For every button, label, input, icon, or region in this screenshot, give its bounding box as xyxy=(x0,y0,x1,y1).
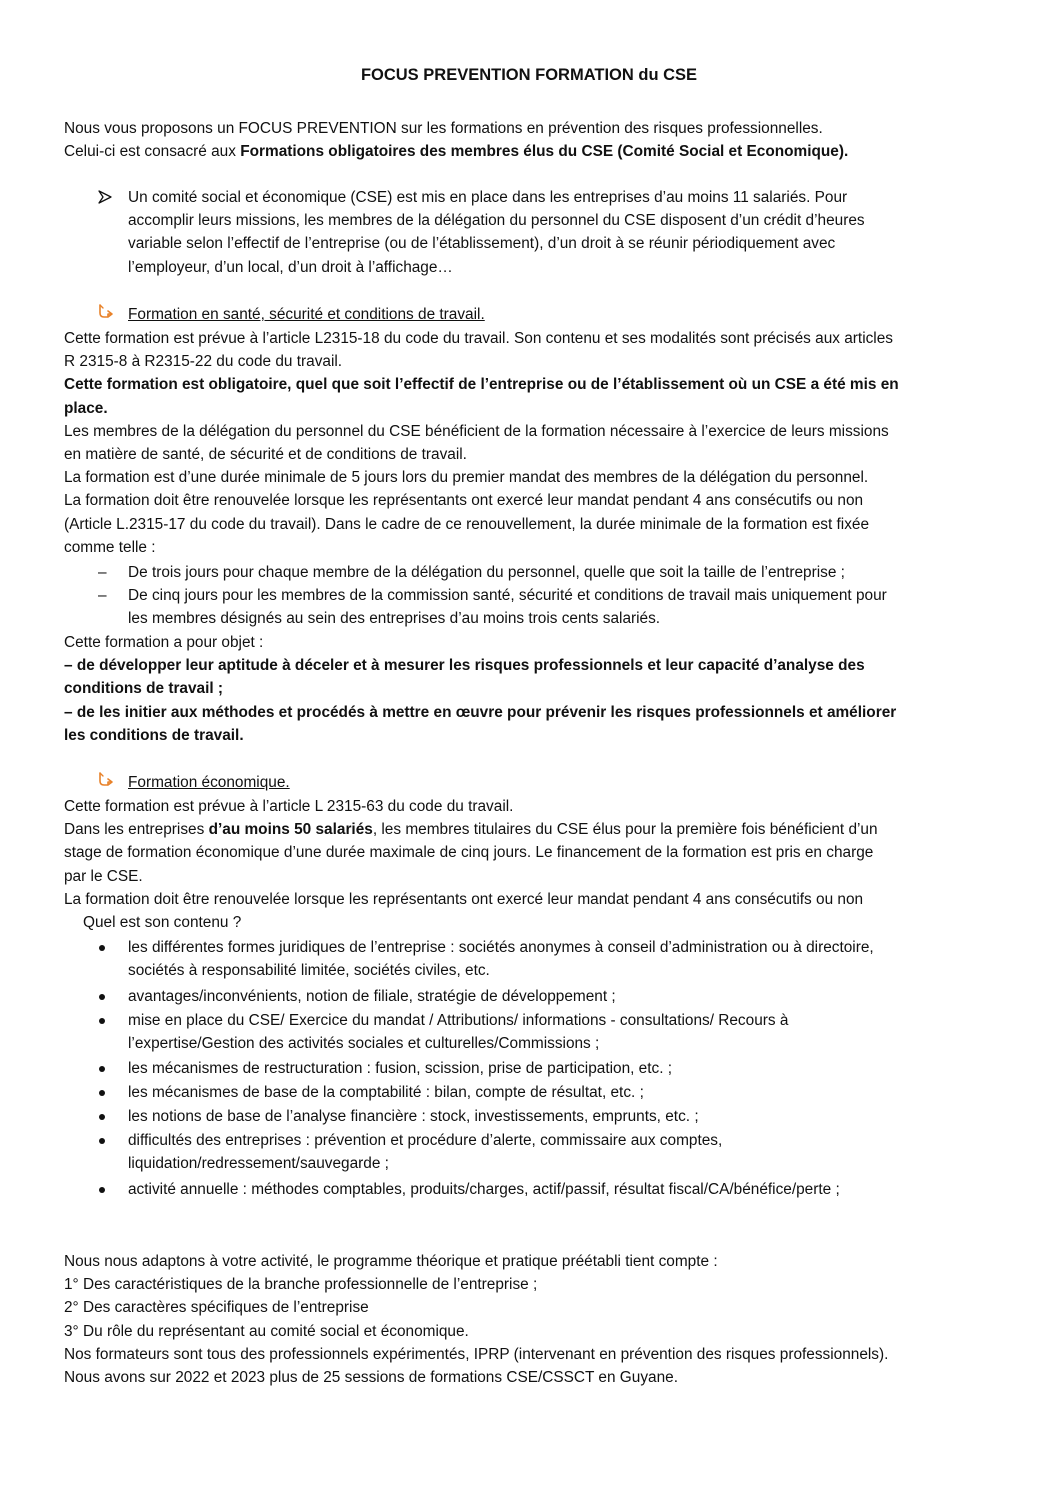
round-bullet-icon xyxy=(99,1090,105,1096)
round-bullet-icon xyxy=(99,1114,105,1120)
dash-bullet: – xyxy=(98,564,107,581)
intro-bold: Formations obligatoires des membres élus du CSE (Comité Social et Economique). xyxy=(240,143,849,161)
section-eco-body: Cette formation est prévue à l’article L 2315-63 du code du travail. Dans les entreprises d’au moins 50 salariés, les membres titulaires du CSE élus pour la première fois bénéficient d’un stage de formation économique d’une durée maximale de cinq jours. Le financement de la formation est pris en charge par le CSE. La formation doit être renouvelée lorsque les représentants ont exercé leur mandat pendant 4 ans consécutifs ou non Quel est son contenu ? xyxy=(64,795,994,934)
section-sante-objet: Cette formation a pour objet : – de développer leur aptitude à déceler et à mesurer les risques professionnels et leur capacité d’analyse des conditions de travail ; – de les initier aux méthodes et procédés à mettre en œuvre pour prévenir les risques professionnels et améliorer les conditions de travail. xyxy=(64,634,897,744)
page-title: FOCUS PREVENTION FORMATION du CSE xyxy=(360,66,698,84)
round-bullet-icon xyxy=(99,1187,105,1193)
list-item: difficultés des entreprises : prévention et procédure d’alerte, commissaire aux comptes, liquidation/redressement/sauvegarde ; xyxy=(128,1132,723,1173)
cse-paragraph: Un comité social et économique (CSE) est mis en place dans les entreprises d’au moins 11 salariés. Pour accomplir leurs missions, les membres de la délégation du personnel du CSE disposent d’un crédit d’heures variable selon l’effectif de l’entreprise (ou de l’établissement), d’un droit à se réunir périodiquement avec l’employeur, d’un local, d’un droit à l’affichage… xyxy=(128,189,865,276)
contenu-question: Quel est son contenu ? xyxy=(83,914,242,932)
closing: Nous nous adaptons à votre activité, le programme théorique et pratique préétabli tient compte : 1° Des caractéristiques de la branche professionnelle de l’entreprise ; 2° Des caractères spécifiques de l’entreprise 3° Du rôle du représentant au comité social et économique. Nos formateurs sont tous des professionnels expérimentés, IPRP (intervenant en prévention des risques professionnels). Nous avons sur 2022 et 2023 plus de 25 sessions de formations CSE/CSSCT en Guyane. xyxy=(64,1253,889,1387)
list-item: les notions de base de l’analyse financière : stock, investissements, emprunts, etc. ; xyxy=(128,1108,699,1125)
dash-item: De trois jours pour chaque membre de la délégation du personnel, quelle que soit la taille de l’entreprise ; xyxy=(128,564,845,581)
round-bullet-icon xyxy=(99,1066,105,1072)
dash-bullet: – xyxy=(98,587,107,604)
pointing-hand-icon xyxy=(97,303,117,323)
list-item: avantages/inconvénients, notion de filiale, stratégie de développement ; xyxy=(128,988,616,1005)
round-bullet-icon xyxy=(99,1018,105,1024)
round-bullet-icon xyxy=(99,945,105,951)
intro xyxy=(64,117,994,163)
list-item: mise en place du CSE/ Exercice du mandat / Attributions/ informations - consultations/ Recours à l’expertise/Gestion des activités sociales et culturelles/Commissions ; xyxy=(128,1012,789,1053)
section-heading-economique: Formation économique. xyxy=(128,774,290,791)
round-bullet-icon xyxy=(99,1138,105,1144)
intro-line: Celui-ci est consacré aux Formations obligatoires des membres élus du CSE (Comité Social et Economique). xyxy=(64,143,849,161)
pointing-hand-icon xyxy=(97,771,117,791)
section-heading-sante: Formation en santé, sécurité et conditions de travail. xyxy=(128,306,485,323)
section-sante-body: Cette formation est prévue à l’article L2315-18 du code du travail. Son contenu et ses modalités sont précisés aux articles R 2315-8 à R2315-22 du code du travail. Cette formation est obligatoire, quel que soit l’effectif de l’entreprise ou de l’établissement où un CSE a été mis en place. Les membres de la délégation du personnel du CSE bénéficient de la formation nécessaire à l’exercice de leurs missions en matière de santé, de sécurité et de conditions de travail. La formation est d’une durée minimale de 5 jours lors du premier mandat des membres de la délégation du personnel. La formation doit être renouvelée lorsque les représentants ont exercé leur mandat pendant 4 ans consécutifs ou non (Article L.2315-17 du code du travail). Dans le cadre de ce renouvellement, la durée minimale de la formation est fixée comme telle : xyxy=(64,330,899,556)
round-bullet-icon xyxy=(99,994,105,1000)
list-item: activité annuelle : méthodes comptables, produits/charges, actif/passif, résultat fiscal/CA/bénéfice/perte ; xyxy=(128,1181,840,1198)
list-item: les différentes formes juridiques de l’entreprise : sociétés anonymes à conseil d’administration ou à directoire, sociétés à responsabilité limitée, sociétés civiles, etc. xyxy=(128,939,874,980)
dash-item: De cinq jours pour les membres de la commission santé, sécurité et conditions de travail mais uniquement pour les membres désignés au sein des entreprises d’au moins trois cents salariés. xyxy=(128,587,887,628)
list-item: les mécanismes de base de la comptabilité : bilan, compte de résultat, etc. ; xyxy=(128,1084,644,1101)
arrowhead-bullet-icon xyxy=(98,188,112,211)
intro-line: Nous vous proposons un FOCUS PREVENTION sur les formations en prévention des risques professionnelles. xyxy=(64,120,823,137)
list-item: les mécanismes de restructuration : fusion, scission, prise de participation, etc. ; xyxy=(128,1060,673,1077)
